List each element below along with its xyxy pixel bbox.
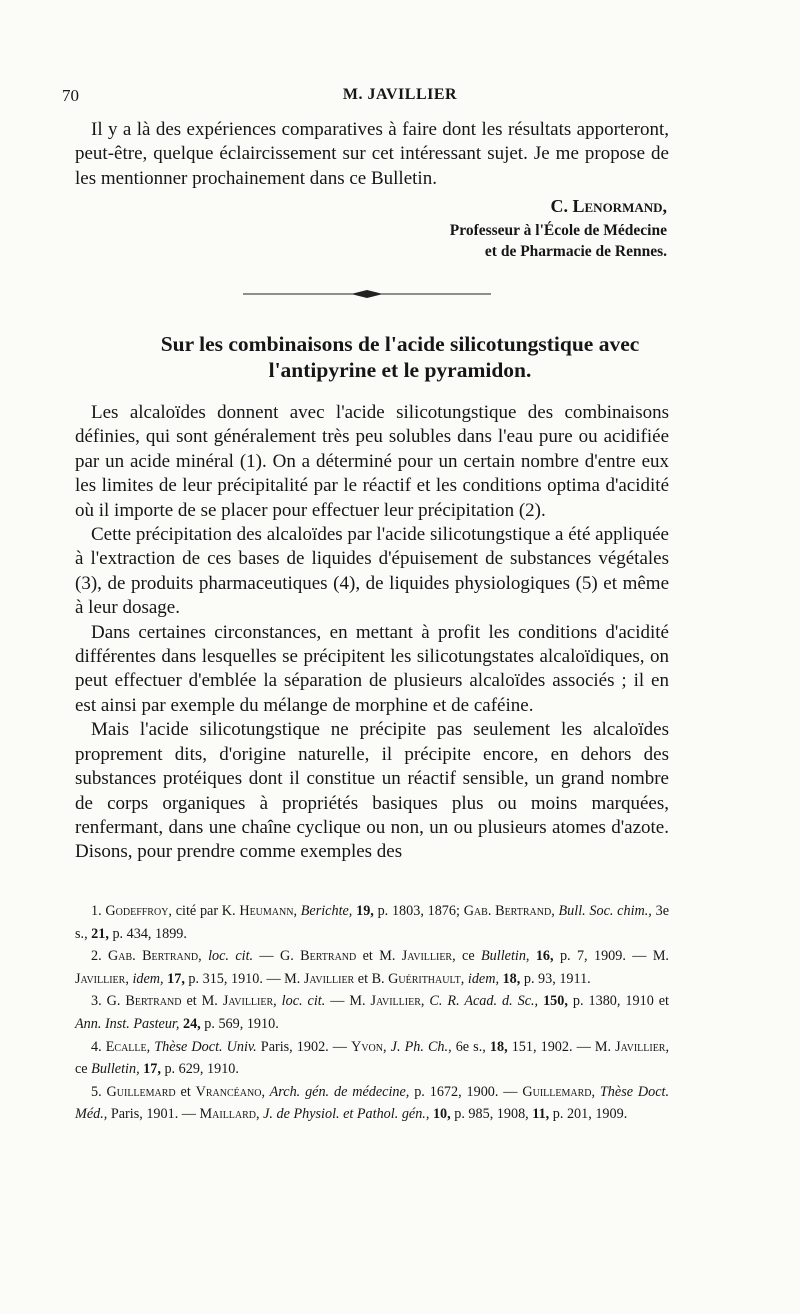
article-title — [0, 331, 800, 383]
article-body — [75, 401, 669, 865]
signature-institution: et de Pharmacie de Rennes. — [484, 243, 667, 260]
paragraph-3: Dans certaines circonstances, en mettant à profit les conditions d'acidité différentes dans lesquelles se précipitent les silicotungstates alcaloïdiques, on peut effectuer d'emblée la séparation de plusieurs alcaloïdes associés ; il en est ainsi par exemple du mélange de morphine et de caféine. — [75, 621, 669, 716]
article-title-line2: l'antipyrine et le pyramidon. — [268, 358, 532, 382]
signature-name: C. Lenormand, — [550, 196, 667, 216]
footnote-ref-2: (2) — [518, 499, 542, 521]
section-divider — [243, 287, 491, 301]
running-title: M. JAVILLIER — [342, 86, 458, 103]
footnotes — [75, 900, 669, 1126]
footnote-ref-4: (4) — [333, 572, 356, 594]
intro-paragraph — [75, 118, 669, 191]
footnote-ref-3: (3) — [75, 572, 98, 594]
footnote-2: 2. Gab. Bertrand, loc. cit. — G. Bertrand et M. Javillier, ce Bulletin, 16, p. 7, 1909. — M. Javillier, idem, 17, p. 315, 1910. — M. Javillier et B. Guérithault, idem, 18, p. 93, 1911. — [75, 948, 669, 987]
article-title-line1: Sur les combinaisons de l'acide silicotungstique avec — [160, 332, 640, 356]
footnote-ref-1: (1) — [239, 450, 262, 472]
intro-text: Il y a là des expériences comparatives à faire dont les résultats apporteront, peut-être, quelque éclaircissement sur cet intéressant sujet. Je me propose de les mentionner prochainement dans ce Bulletin. — [75, 119, 669, 189]
paragraph-1: Les alcaloïdes donnent avec l'acide silicotungstique des combinaisons définies, qui sont généralement très peu solubles dans l'eau pure ou acidifiée par un acide minéral (1). On a déterminé pour un certain nombre d'entre eux les limites de leur précipitalité par le réactif et les conditions optima d'acidité où il importe de se placer pour effectuer leur précipitation (2). — [75, 402, 669, 521]
signature-title: Professeur à l'École de Médecine — [449, 222, 667, 239]
page-number: 70 — [62, 86, 79, 105]
footnote-3: 3. G. Bertrand et M. Javillier, loc. cit. — M. Javillier, C. R. Acad. d. Sc., 150, p. 1380, 1910 et Ann. Inst. Pasteur, 24, p. 569, 1910. — [75, 993, 669, 1032]
footnote-5: 5. Guillemard et Vrancéano, Arch. gén. de médecine, p. 1672, 1900. — Guillemard, Thèse Doct. Méd., Paris, 1901. — Maillard, J. de Physiol. et Pathol. gén., 10, p. 985, 1908, 11, p. 201, 1909. — [75, 1083, 670, 1123]
paragraph-2: Cette précipitation des alcaloïdes par l'acide silicotungstique a été appliquée à l'extraction de ces bases de liquides d'épuisement de substances végétales (3), de produits pharmaceutiques (4), de liquides physiologiques (5) et même à leur dosage. — [75, 524, 670, 619]
footnote-ref-5: (5) — [575, 572, 598, 594]
footnote-1: 1. Godeffroy, cité par K. Heumann, Berichte, 19, p. 1803, 1876; Gab. Bertrand, Bull. Soc. chim., 3e s., 21, p. 434, 1899. — [75, 903, 669, 942]
footnote-4: 4. Ecalle, Thèse Doct. Univ. Paris, 1902. — Yvon, J. Ph. Ch., 6e s., 18, 151, 1902. — M. Javillier, ce Bulletin, 17, p. 629, 1910. — [75, 1038, 670, 1078]
paragraph-4: Mais l'acide silicotungstique ne précipite pas seulement les alcaloïdes proprement dits, d'origine naturelle, il précipite encore, en dehors des substances protéiques dont il constitue un réactif sensible, un grand nombre de corps organiques à propriétés basiques plus ou moins marquées, renfermant, dans une chaîne cyclique ou non, un ou plusieurs atomes d'azote. Disons, pour prendre comme exemples des — [75, 719, 669, 863]
